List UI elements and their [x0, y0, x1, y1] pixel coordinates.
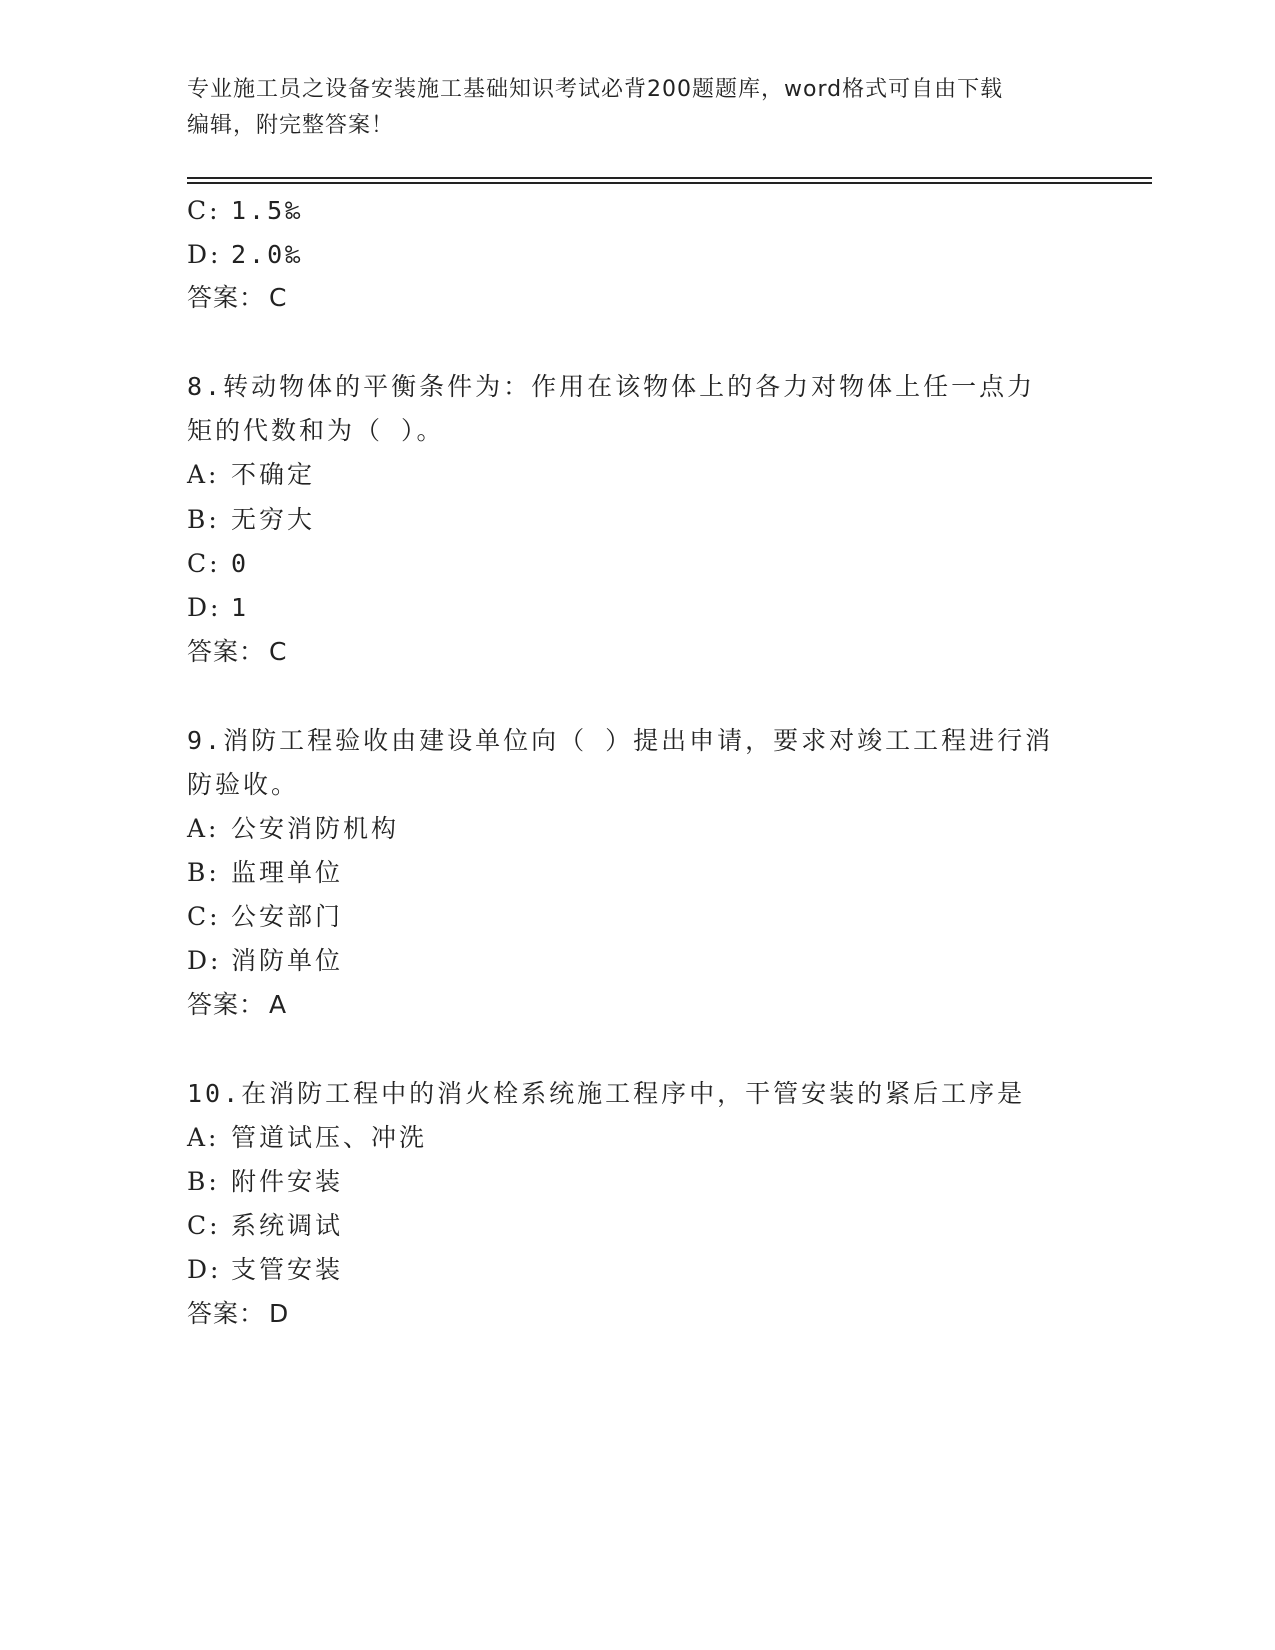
option-key: A:	[187, 460, 220, 489]
question-10-option-b	[187, 1167, 343, 1197]
option-text: 公安消防机构	[231, 814, 400, 843]
question-8-option-d	[187, 593, 249, 623]
option-text: 2.0‰	[231, 240, 304, 269]
question-9-option-c	[187, 902, 343, 932]
answer-value: C	[269, 637, 288, 666]
question-8-option-b	[187, 505, 315, 535]
option-text: 0	[231, 549, 250, 578]
answer-label: 答案：	[187, 637, 266, 666]
option-text: 系统调试	[231, 1211, 344, 1240]
question-10-option-d	[187, 1255, 343, 1285]
option-key: D:	[187, 240, 222, 269]
answer-label: 答案：	[187, 283, 266, 312]
option-key: B:	[187, 1167, 220, 1196]
option-text: 公安部门	[231, 902, 344, 931]
header-divider-bottom	[187, 182, 1152, 184]
option-key: C:	[187, 902, 221, 931]
question-10-stem-line-1: 10.在消防工程中的消火栓系统施工程序中，干管安装的紧后工序是	[187, 1079, 1026, 1108]
option-key: D:	[187, 946, 222, 975]
option-key: A:	[187, 814, 220, 843]
option-key: B:	[187, 858, 220, 887]
answer-value: C	[269, 283, 288, 312]
option-key: C:	[187, 549, 221, 578]
answer-label: 答案：	[187, 990, 266, 1019]
question-9-option-d	[187, 946, 343, 976]
answer-line	[187, 283, 287, 313]
option-d	[187, 240, 303, 270]
option-text: 附件安装	[231, 1167, 344, 1196]
question-8-option-c	[187, 549, 249, 579]
option-key: D:	[187, 1255, 222, 1284]
question-8-answer	[187, 637, 287, 667]
question-10-option-c	[187, 1211, 343, 1241]
question-10-option-a	[187, 1123, 427, 1153]
header-divider-top	[187, 177, 1152, 179]
answer-value: A	[269, 990, 288, 1019]
answer-value: D	[269, 1299, 290, 1328]
option-text: 管道试压、冲洗	[231, 1123, 428, 1152]
option-text: 不确定	[231, 460, 316, 489]
option-key: C:	[187, 196, 221, 225]
question-9-stem-line-2: 防验收。	[187, 770, 300, 799]
question-9-stem-line-1: 9.消防工程验收由建设单位向（ ）提出申请，要求对竣工工程进行消	[187, 726, 1054, 755]
option-c	[187, 196, 303, 226]
question-8-stem-line-2: 矩的代数和为（ ）。	[187, 416, 445, 445]
option-key: A:	[187, 1123, 220, 1152]
header-line-2: 编辑，附完整答案！	[187, 113, 395, 138]
option-text: 1.5‰	[231, 196, 304, 225]
option-text: 1	[231, 593, 250, 622]
answer-label: 答案：	[187, 1299, 266, 1328]
question-10-answer	[187, 1299, 289, 1329]
option-text: 支管安装	[231, 1255, 344, 1284]
question-8-option-a	[187, 460, 315, 490]
option-text: 消防单位	[231, 946, 344, 975]
question-9-option-b	[187, 858, 343, 888]
document-header	[187, 72, 1077, 144]
header-line-1: 专业施工员之设备安装施工基础知识考试必背200题题库，word格式可自由下载	[187, 77, 1004, 102]
option-key: D:	[187, 593, 222, 622]
question-9-answer	[187, 990, 287, 1020]
question-8-stem-line-1: 8.转动物体的平衡条件为：作用在该物体上的各力对物体上任一点力	[187, 372, 1036, 401]
option-key: B:	[187, 505, 220, 534]
option-key: C:	[187, 1211, 221, 1240]
option-text: 监理单位	[231, 858, 344, 887]
option-text: 无穷大	[231, 505, 316, 534]
question-9-option-a	[187, 814, 399, 844]
